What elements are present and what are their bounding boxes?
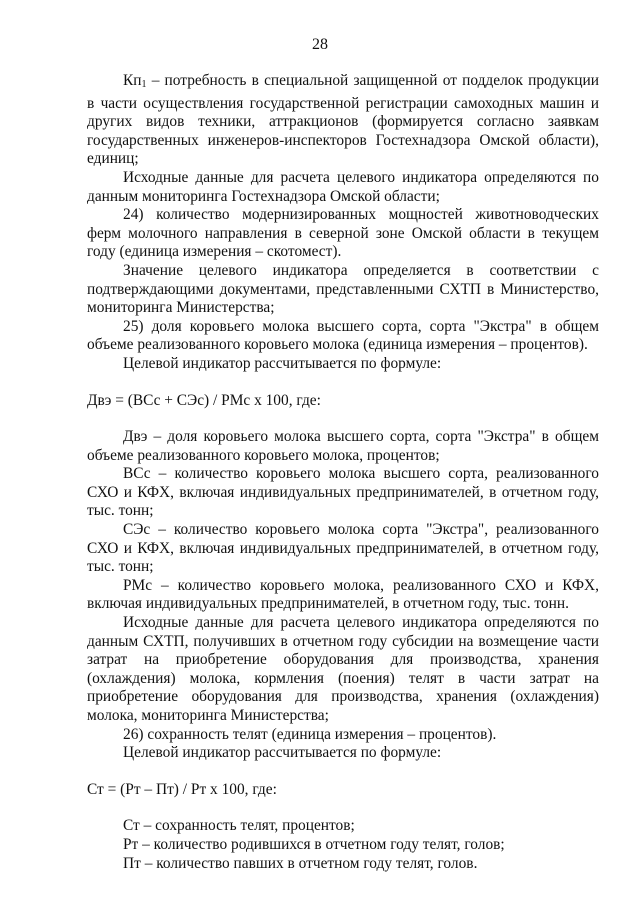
paragraph-dve-definition: Двэ – доля коровьего молока высшего сорта, сорта "Экстра" в общем объеме реализованного коровьего молока, процентов; [87, 428, 599, 464]
paragraph-rt-definition: Рт – количество родившихся в отчетном году телят, голов; [123, 835, 505, 853]
paragraph-ses-definition: СЭс – количество коровьего молока сорта "Экстра", реализованного СХО и КФХ, включая индивидуальных предпринимателей, в отчетном году, тыс. тонн; [87, 521, 599, 576]
paragraph-source-data-skhtp: Исходные данные для расчета целевого индикатора определяются по данным СХТП, получивших в отчетном году субсидии на возмещение части затрат на приобретение оборудования для производства, хранения (охлаждения) молока, кормления (поения) телят в части затрат на приобретение оборудования для производства, хранения (охлаждения) молока, мониторинга Министерства; [87, 614, 599, 724]
kp-symbol: Кп [123, 72, 142, 89]
paragraph-kp1-definition [87, 72, 599, 169]
paragraph-item-25: 25) доля коровьего молока высшего сорта, сорта "Экстра" в общем объеме реализованного коровьего молока (единица измерения – процентов). [87, 317, 599, 354]
paragraph-formula-intro-26: Целевой индикатор рассчитывается по формуле: [123, 744, 442, 762]
paragraph-indicator-value-24: Значение целевого индикатора определяется в соответствии с подтверждающими документами, представленными СХТП в Министерство, мониторинга Министерства; [87, 261, 599, 317]
paragraph-source-data-gostekhnadzor: Исходные данные для расчета целевого индикатора определяются по данным мониторинга Гостехнадзора Омской области; [87, 168, 599, 205]
kp-definition-text: – потребность в специальной защищенной от подделок продукции в части осуществления государственной регистрации самоходных машин и других видов техники, аттракционов (формируется согласно заявкам государственных инженеров-инспекторов Гостехнадзора Омской области), единиц; [87, 72, 599, 168]
document-body [87, 72, 599, 873]
paragraph-formula-intro-25: Целевой индикатор рассчитывается по формуле: [123, 354, 442, 372]
formula-st: Ст = (Рт – Пт) / Рт x 100, где: [87, 780, 277, 798]
paragraph-vss-definition: ВСс – количество коровьего молока высшего сорта, реализованного СХО и КФХ, включая индивидуальных предпринимателей, в отчетном году, тыс. тонн; [87, 465, 599, 520]
kp-subscript: 1 [141, 79, 147, 90]
paragraph-st-definition: Ст – сохранность телят, процентов; [123, 817, 355, 835]
paragraph-pt-definition: Пт – количество павших в отчетном году телят, голов. [123, 854, 478, 872]
paragraph-rms-definition: РМс – количество коровьего молока, реализованного СХО и КФХ, включая индивидуальных предпринимателей, в отчетном году, тыс. тонн. [87, 576, 599, 613]
formula-dve: Двэ = (ВСс + СЭс) / РМс x 100, где: [87, 391, 321, 409]
paragraph-item-26: 26) сохранность телят (единица измерения – процентов). [123, 725, 497, 743]
paragraph-item-24: 24) количество модернизированных мощностей животноводческих ферм молочного направления в северной зоне Омской области в текущем году (единица измерения – скотомест). [87, 206, 599, 261]
page-number: 28 [312, 36, 328, 53]
